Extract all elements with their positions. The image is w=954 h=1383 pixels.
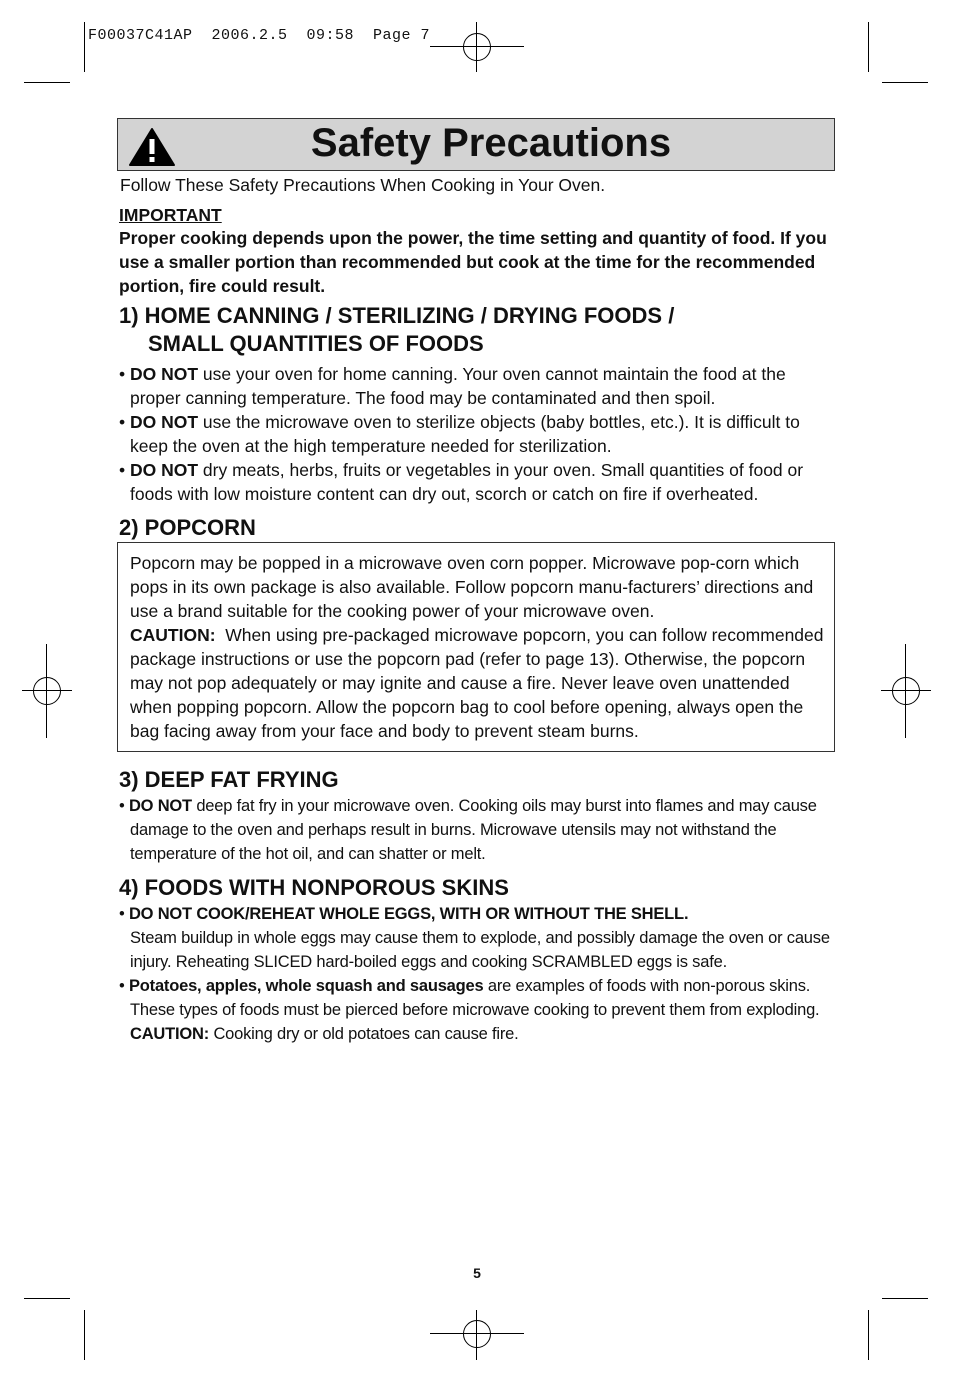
section4-bullet-eggs: • DO NOT COOK/REHEAT WHOLE EGGS, WITH OR WITHOUT THE SHELL. Steam buildup in whole eggs may cause them to explode, and possibly damage the oven or cause injury. Reheating SLICED hard-boiled eggs and cooking SCRAMBLED eggs is safe. [119,905,830,971]
bullet-text: Steam buildup in whole eggs may cause them to explode, and possibly damage the oven or cause injury. Reheating SLICED hard-boiled eggs and cooking SCRAMBLED eggs is safe. [130,929,830,971]
bullet-text: deep fat fry in your microwave oven. Cooking oils may burst into flames and may cause damage to the oven and perhaps result in burns. Microwave utensils may not withstand the temperature of the hot oil, and can shatter or melt. [130,797,817,863]
bullet-text: are examples of foods with non-porous skins. These types of foods must be pierced before microwave cooking to prevent them from exploding. [130,977,820,1019]
important-label: IMPORTANT [119,205,222,225]
print-slug: F00037C41AP 2006.2.5 09:58 Page 7 [88,27,431,44]
caution-text: When using pre-packaged microwave popcorn, you can follow recommended package instructions or use the popcorn pad (refer to page 13). Otherwise, the popcorn may not pop adequately or may ignite and cause a fire. Never leave oven unattended when popping popcorn. Allow the popcorn bag to cool before opening, always open the bag facing away from your face and body to prevent steam burns. [130,625,829,741]
section3-bullet: • DO NOT deep fat fry in your microwave oven. Cooking oils may burst into flames and may cause damage to the oven and perhaps result in burns. Microwave utensils may not withstand the temperature of the hot oil, and can shatter or melt. [119,797,817,863]
section4-bullet-skins: • Potatoes, apples, whole squash and sausages are examples of foods with non-porous skins. These types of foods must be pierced before microwave cooking to prevent them from exploding. [119,977,820,1019]
bullet-lead: Potatoes, apples, whole squash and sausages [128,977,484,995]
page-number: 5 [473,1265,481,1281]
section1-bullet: • DO NOT use the microwave oven to sterilize objects (baby bottles, etc.). It is difficult to keep the oven at the high temperature needed for sterilization. [119,412,800,456]
content [119,174,835,1046]
section4-caution [119,1022,835,1046]
bullet-lead: DO NOT [128,797,192,815]
bullet-text: use your oven for home canning. Your oven cannot maintain the food at the proper canning temperature. The food may be contaminated and then spoil. [130,364,786,408]
section1-heading [119,302,835,358]
bullet-text: use the microwave oven to sterilize objects (baby bottles, etc.). It is difficult to keep the oven at the high temperature needed for sterilization. [130,412,800,456]
popcorn-box [117,542,835,752]
bullet-lead: DO NOT [130,412,199,432]
section1-bullet: • DO NOT dry meats, herbs, fruits or vegetables in your oven. Small quantities of food or foods with low moisture content can dry out, scorch or catch on fire if overheated. [119,460,804,504]
important-body: Proper cooking depends upon the power, the time setting and quantity of food. If you use a smaller portion than recommended but cook at the time for the recommended portion, fire could result. [119,228,827,296]
caution-label: CAUTION: [130,1025,210,1043]
bullet-lead: DO NOT [130,364,199,384]
section3-heading: 3) DEEP FAT FRYING [119,767,339,792]
popcorn-paragraph: Popcorn may be popped in a microwave oven corn popper. Microwave pop-corn which pops in its own package is also available. Follow popcorn manu-facturers’ directions and use a brand suitable for the cooking power of your microwave oven. [130,553,814,621]
section2-heading: 2) POPCORN [119,515,256,540]
intro-text: Follow These Safety Precautions When Cooking in Your Oven. [120,175,606,195]
section4-heading: 4) FOODS WITH NONPOROUS SKINS [119,875,509,900]
title-bar [117,118,835,171]
section1-heading-line1: 1) HOME CANNING / STERILIZING / DRYING FOODS / [119,303,675,328]
bullet-lead: DO NOT [130,460,199,480]
popcorn-caution [130,623,829,743]
section1-bullet: • DO NOT use your oven for home canning. Your oven cannot maintain the food at the proper canning temperature. The food may be contaminated and then spoil. [119,364,786,408]
page-title: Safety Precautions [310,121,672,165]
bullet-text: dry meats, herbs, fruits or vegetables in your oven. Small quantities of food or foods with low moisture content can dry out, scorch or catch on fire if overheated. [130,460,804,504]
bullet-lead: DO NOT COOK/REHEAT WHOLE EGGS, WITH OR WITHOUT THE SHELL. [128,905,689,923]
caution-label: CAUTION: [130,625,216,645]
caution-text: Cooking dry or old potatoes can cause fire. [209,1025,519,1043]
section1-heading-line2: SMALL QUANTITIES OF FOODS [148,331,484,356]
